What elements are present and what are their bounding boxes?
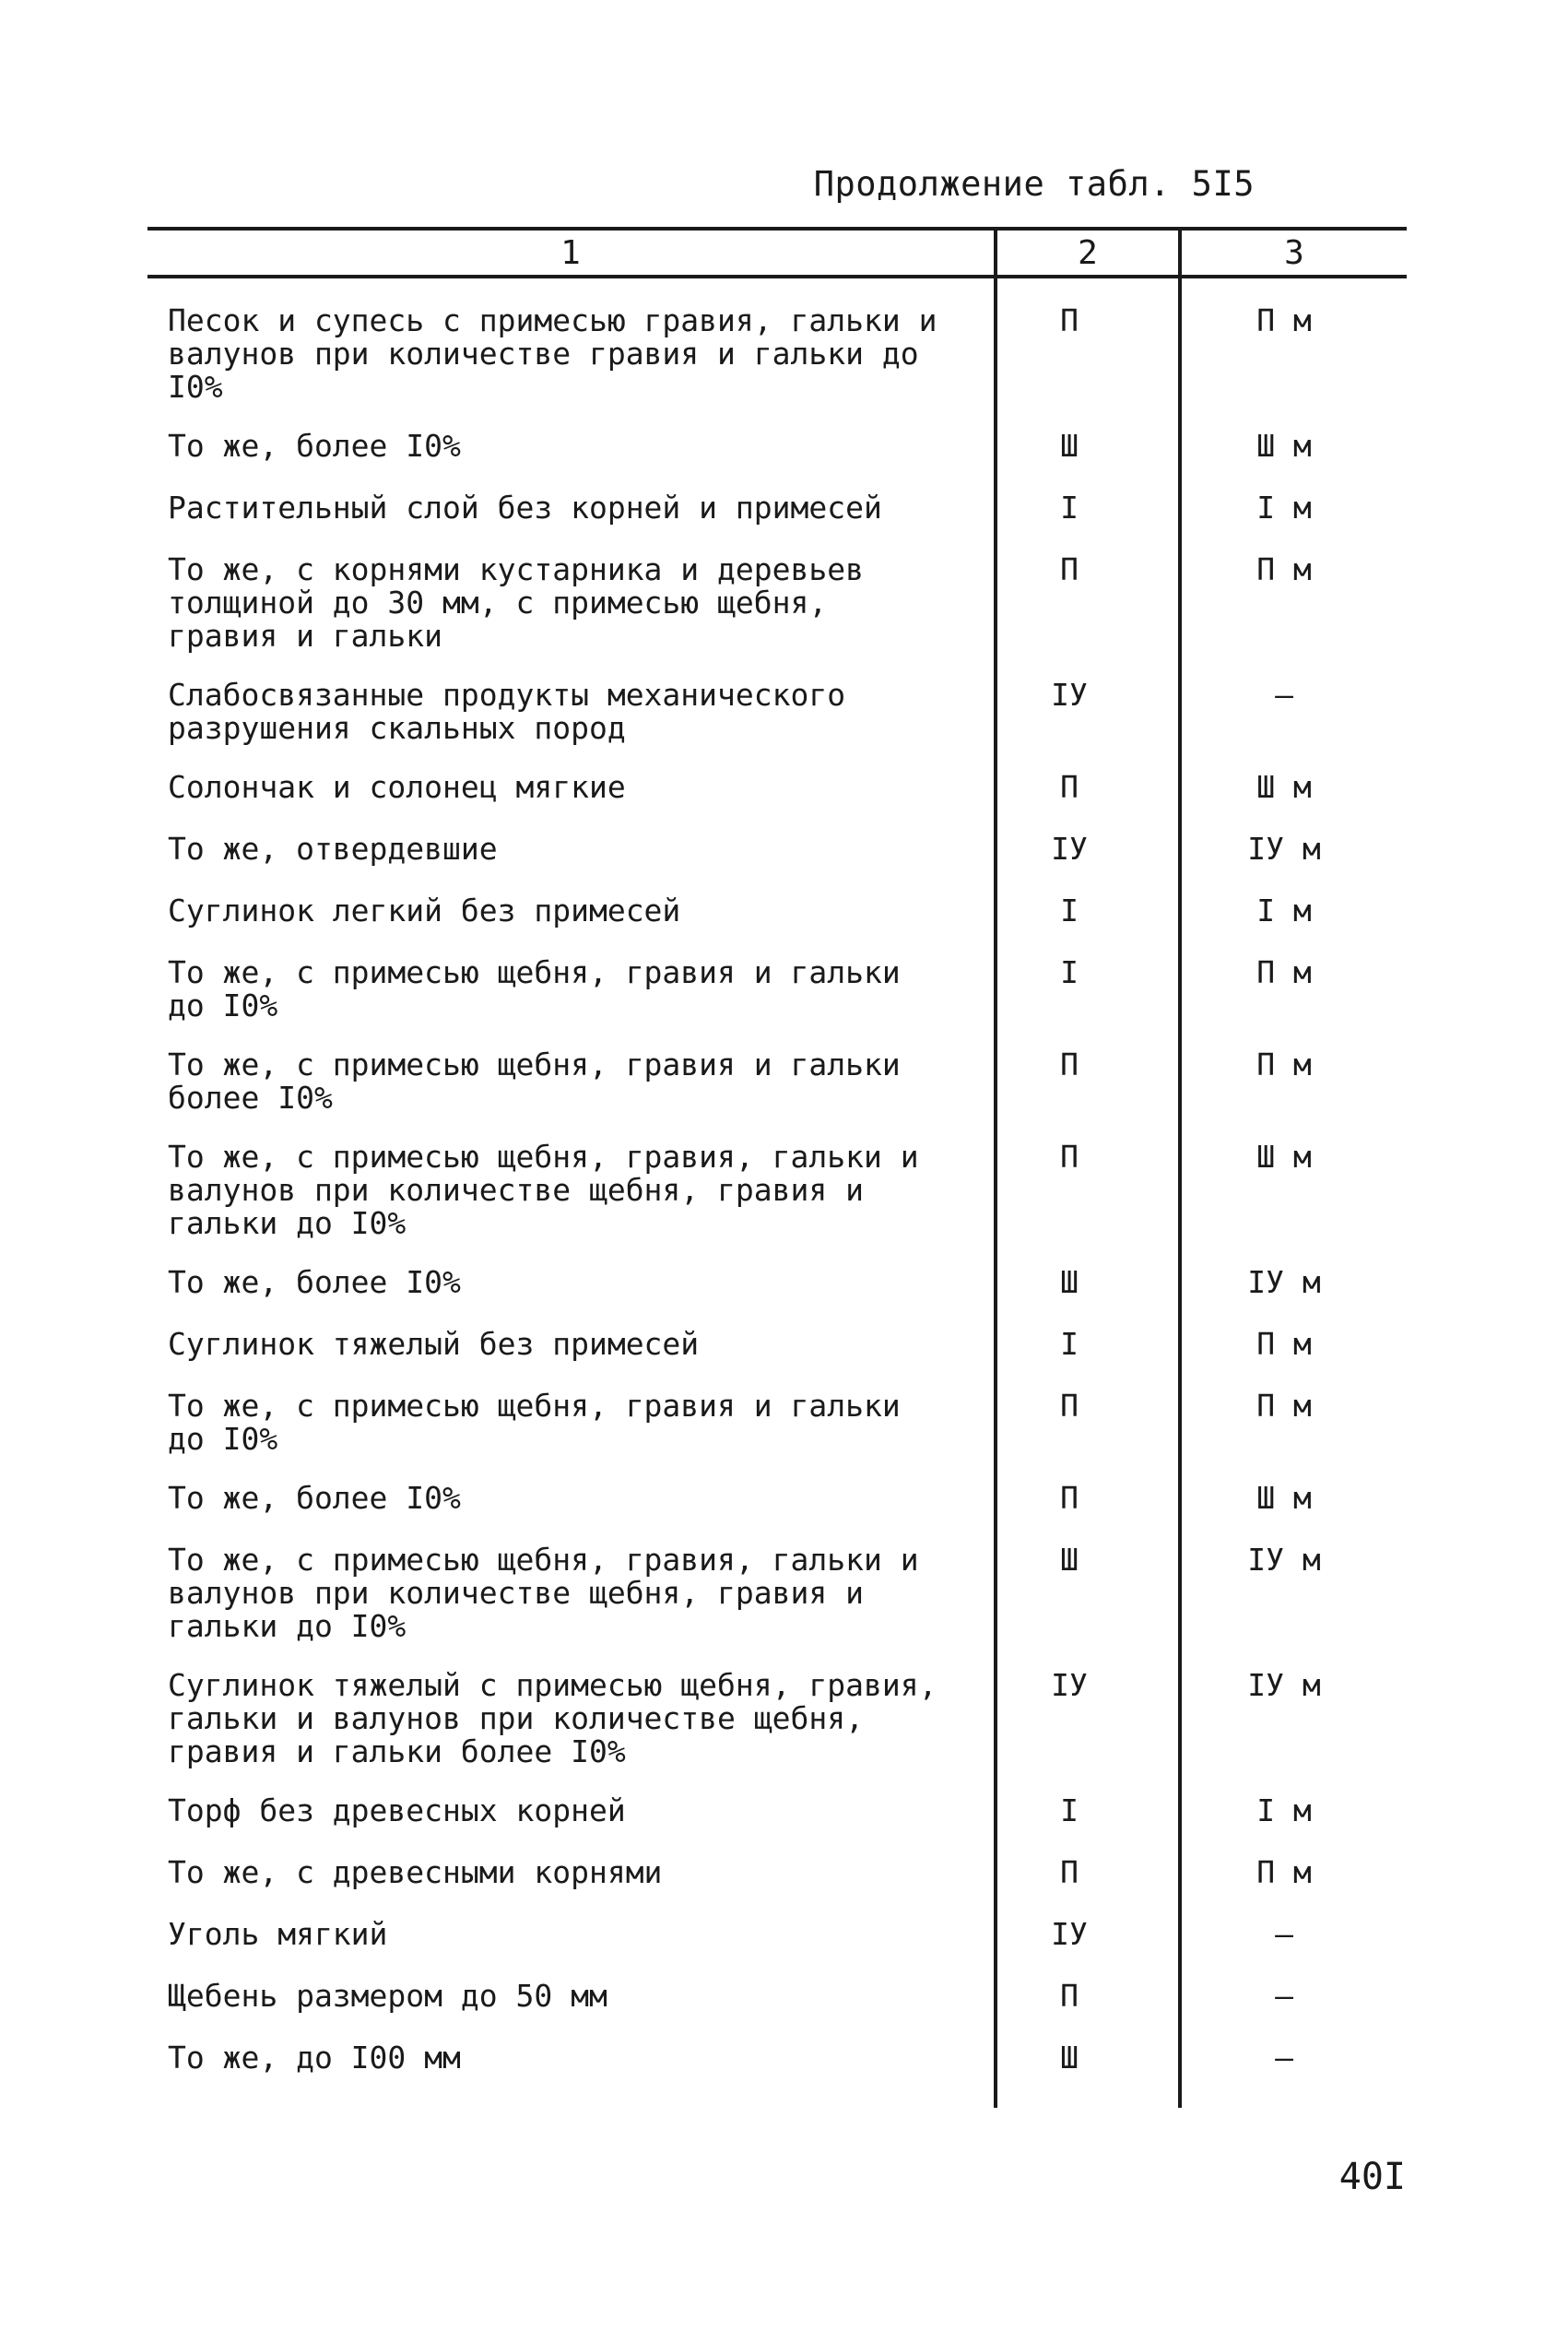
group-value: П	[1060, 769, 1079, 805]
soil-description: То же, с древесными корнями	[168, 1854, 663, 1890]
soil-description: Песок и супесь с примесью гравия, гальки и валунов при количестве гравия и гальки до I0%	[168, 302, 937, 405]
group-value-mech: П м	[1256, 1854, 1312, 1890]
group-value: IУ	[1051, 1916, 1088, 1952]
group-value: Ш	[1060, 1542, 1079, 1578]
table-top-rule	[147, 227, 1407, 231]
group-value: Ш	[1060, 2040, 1079, 2076]
soil-description: Суглинок легкий без примесей	[168, 893, 681, 928]
group-value-mech: П м	[1256, 1388, 1312, 1424]
group-value-mech: I м	[1256, 1792, 1312, 1828]
soil-description: То же, более I0%	[168, 1480, 461, 1516]
group-value-mech: Ш м	[1256, 1480, 1312, 1516]
table-row	[147, 430, 1407, 463]
group-value-mech: –	[1275, 677, 1293, 713]
table-row	[147, 1266, 1407, 1299]
soil-description: Растительный слой без корней и примесей	[168, 490, 882, 526]
group-value-mech: IУ м	[1247, 1667, 1321, 1703]
soil-description: То же, с примесью щебня, гравия и гальки до I0%	[168, 954, 901, 1023]
table-row	[147, 1482, 1407, 1515]
group-value-mech: Ш м	[1256, 769, 1312, 805]
table-body	[147, 304, 1407, 2075]
soil-description: То же, более I0%	[168, 1264, 461, 1300]
table-row	[147, 491, 1407, 525]
group-value: I	[1060, 1326, 1079, 1362]
group-value: П	[1060, 1480, 1079, 1516]
group-value: I	[1060, 1792, 1079, 1828]
group-value-mech: Ш м	[1256, 428, 1312, 464]
soil-description: Слабосвязанные продукты механического разрушения скальных пород	[168, 677, 846, 746]
group-value-mech: –	[1275, 2040, 1293, 2076]
soil-description: То же, более I0%	[168, 428, 461, 464]
group-value-mech: П м	[1256, 954, 1312, 990]
group-value: Ш	[1060, 428, 1079, 464]
table-row	[147, 833, 1407, 866]
soil-description: То же, отвердевшие	[168, 831, 498, 867]
group-value-mech: П м	[1256, 1047, 1312, 1082]
group-value: IУ	[1051, 831, 1088, 867]
page-number: 40I	[1338, 2156, 1406, 2198]
table-row	[147, 1918, 1407, 1951]
table-row	[147, 1856, 1407, 1889]
group-value-mech: П м	[1256, 551, 1312, 587]
column-header-1: 1	[560, 234, 581, 272]
group-value: П	[1060, 1388, 1079, 1424]
group-value: Ш	[1060, 1264, 1079, 1300]
table-row	[147, 894, 1407, 928]
table-row	[147, 679, 1407, 745]
table-row	[147, 304, 1407, 404]
table-row	[147, 1328, 1407, 1361]
table-row	[147, 1543, 1407, 1643]
table-row	[147, 1390, 1407, 1456]
group-value: I	[1060, 954, 1079, 990]
soil-description: То же, с корнями кустарника и деревьев толщиной до 30 мм, с примесью щебня, гравия и гальки	[168, 551, 864, 654]
soil-description: Торф без древесных корней	[168, 1792, 626, 1828]
group-value-mech: IУ м	[1247, 1542, 1321, 1578]
table-row	[147, 1669, 1407, 1768]
group-value: IУ	[1051, 1667, 1088, 1703]
soil-description: Суглинок тяжелый с примесью щебня, гравия, гальки и валунов при количестве щебня, гравия и гальки более I0%	[168, 1667, 937, 1769]
group-value: I	[1060, 893, 1079, 928]
column-header-3: 3	[1284, 234, 1304, 272]
group-value: П	[1060, 302, 1079, 338]
group-value: П	[1060, 1047, 1079, 1082]
group-value: П	[1060, 1139, 1079, 1175]
group-value-mech: I м	[1256, 893, 1312, 928]
group-value-mech: IУ м	[1247, 1264, 1321, 1300]
table-row	[147, 1794, 1407, 1827]
soil-description: Суглинок тяжелый без примесей	[168, 1326, 700, 1362]
soil-description: То же, до I00 мм	[168, 2040, 461, 2076]
soil-description: То же, с примесью щебня, гравия и гальки до I0%	[168, 1388, 901, 1457]
group-value: I	[1060, 490, 1079, 526]
soil-description: То же, с примесью щебня, гравия, гальки и валунов при количестве щебня, гравия и гальки до I0%	[168, 1139, 919, 1241]
column-header-2: 2	[1078, 234, 1098, 272]
soil-description: Солончак и солонец мягкие	[168, 769, 626, 805]
soil-description: Уголь мягкий	[168, 1916, 388, 1952]
table-header-rule	[147, 275, 1407, 278]
soil-description: То же, с примесью щебня, гравия и гальки более I0%	[168, 1047, 901, 1116]
group-value-mech: –	[1275, 1978, 1293, 2014]
group-value-mech: IУ м	[1247, 831, 1321, 867]
table-row	[147, 2041, 1407, 2075]
soil-description: То же, с примесью щебня, гравия, гальки и валунов при количестве щебня, гравия и гальки до I0%	[168, 1542, 919, 1644]
group-value-mech: П м	[1256, 1326, 1312, 1362]
group-value: П	[1060, 1854, 1079, 1890]
group-value: IУ	[1051, 677, 1088, 713]
group-value-mech: П м	[1256, 302, 1312, 338]
group-value: П	[1060, 551, 1079, 587]
group-value-mech: Ш м	[1256, 1139, 1312, 1175]
table-row	[147, 1048, 1407, 1115]
table-row	[147, 771, 1407, 804]
group-value-mech: I м	[1256, 490, 1312, 526]
group-value: П	[1060, 1978, 1079, 2014]
soil-description: Щебень размером до 50 мм	[168, 1978, 607, 2014]
table-caption: Продолжение табл. 5I5	[813, 164, 1255, 204]
table-row	[147, 956, 1407, 1023]
table-row	[147, 553, 1407, 653]
group-value-mech: –	[1275, 1916, 1293, 1952]
table-row	[147, 1141, 1407, 1240]
table-row	[147, 1980, 1407, 2013]
